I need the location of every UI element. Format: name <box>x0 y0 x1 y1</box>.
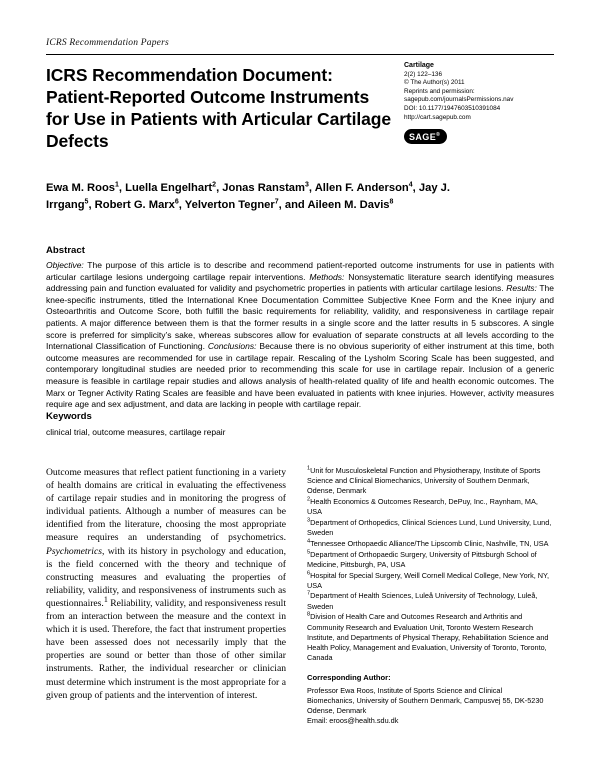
corresponding-email[interactable]: Email: eroos@health.sdu.dk <box>307 716 399 726</box>
journal-reprints-url[interactable]: sagepub.com/journalsPermissions.nav <box>404 96 514 104</box>
journal-reprints-label: Reprints and permission: <box>404 87 475 95</box>
corresponding-line: Biomechanics, University of Southern Denmark, Campusvej 55, DK-5230 <box>307 695 544 705</box>
affiliation-item: $^7$Department of Health Sciences, Luleå University of Technology, Luleå, Sweden <box>307 591 538 611</box>
page-title: ICRS Recommendation Document: Patient-Reported Outcome Instruments for Use in Patients with Articular Cartilage Defects <box>46 65 392 151</box>
corresponding-line: Odense, Denmark <box>307 705 367 715</box>
keywords-text: clinical trial, outcome measures, cartilage repair <box>46 427 226 437</box>
affiliation-list <box>307 466 554 663</box>
running-head: ICRS Recommendation Papers <box>46 38 169 48</box>
abstract-heading: Abstract <box>46 245 85 256</box>
journal-copyright: © The Author(s) 2011 <box>404 79 465 87</box>
affiliation-item: $^3$Department of Orthopedics, Clinical Sciences Lund, Lund University, Lund, Sweden <box>307 517 552 538</box>
corresponding-author-heading: Corresponding Author: <box>307 673 391 683</box>
keywords-heading: Keywords <box>46 411 92 422</box>
affiliation-item: $^4$Tennessee Orthopaedic Alliance/The Lipscomb Clinic, Nashville, TN, USA <box>307 538 549 548</box>
journal-doi[interactable]: DOI: 10.1177/1947603510391084 <box>404 104 501 112</box>
affiliation-item: $^6$Hospital for Special Surgery, Weill Cornell Medical College, New York, NY, USA <box>307 570 550 590</box>
abstract-text: Objective: The purpose of this article is to describe and recommend patient-reported outcome instruments for use in patients with articular cartilage lesions undergoing cartilage repair interventions. Methods: Nonsystematic literature search identifying measures addressing pain and function evaluated for validity and psychometric properties in patients with articular cartilage lesions. Results: The knee-specific instruments, titled the International Knee Documentation Committee Subjective Knee Form and the Knee injury and Osteoarthritis and Outcome Score, both fulfill the basic requirements for reliability, validity, and responsiveness in cartilage repair patients. A major difference between them is that the former results in a single score and the latter results in 5 subscores. A single score is preferred for simplicity’s sake, whereas subscores allow for evaluation of separate constructs at all levels according to the International Classification of Functioning. Conclusions: Because there is no obvious superiority of either instrument at this time, both outcome measures are recommended for use in cartilage repair. Rescaling of the Lysholm Scoring Scale has been suggested, and contemporary longitudinal studies are needed prior to recommending this scale for use in cartilage repair. Inclusion of a generic measure is feasible in cartilage repair studies and allows analysis of health-related quality of life and health economic outcomes. The Marx or Tegner Activity Rating Scales are feasible and have been evaluated in patients with knee injuries. However, activity measures require age and sex adjustment, and data are lacking in people with cartilage repair. <box>46 260 554 410</box>
footnote-column-right <box>307 466 554 726</box>
body-column-left <box>46 466 286 702</box>
sage-logo-icon <box>404 129 447 144</box>
affiliation-item: $^8$Division of Health Care and Outcomes Research and Arthritis and Community Research and Evaluation Unit, Toronto Western Research Institute, and Departments of Physical Therapy, Rehabilitation Science and Health Policy, Management and Evaluation, University of Toronto, Toronto, Canada <box>307 611 549 663</box>
author-list: Ewa M. Roos$^1$, Luella Engelhart$^2$, Jonas Ranstam$^3$, Allen F. Anderson$^4$, Jay J. Irrgang$^5$, Robert G. Marx$^6$, Yelverton Tegner$^7$, and Aileen M. Davis$^8$ <box>46 181 450 211</box>
corresponding-line: Professor Ewa Roos, Institute of Sports Science and Clinical <box>307 685 503 695</box>
journal-volume: 2(2) 122–136 <box>404 70 443 78</box>
body-paragraph: Outcome measures that reflect patient functioning in a variety of health domains are critical in evaluating the effectiveness of cartilage repair studies and in monitoring the progress of individual patients. Although a number of measures can be identified from the literature, choosing the most appropriate measure requires an understanding of psychometrics. Psychometrics, with its history in psychology and education, is the field concerned with the theory and technique of constructing measures and evaluating the properties of reliability, validity, and responsiveness of instruments such as questionnaires.$^1$ Reliability, validity, and responsiveness result from an interaction between the measure and the context in which it is used. Therefore, the fact that instrument properties have been assessed does not necessarily imply that the properties are sound or better than those of other similar instruments. Rather, the individual researcher or clinician must determine which instrument is the most appropriate for a given group of patients and the intervention of interest. <box>46 467 286 701</box>
header-rule <box>46 54 554 55</box>
journal-name: Cartilage <box>404 62 434 69</box>
registered-mark-icon: ® <box>436 132 441 139</box>
corresponding-author-details <box>307 686 554 727</box>
affiliation-item: $^2$Health Economics & Outcomes Research, DePuy, Inc., Raynham, MA, USA <box>307 496 538 517</box>
affiliation-item: $^1$Unit for Musculoskeletal Function and Physiotherapy, Institute of Sports Science and Clinical Biomechanics, University of Southern Denmark, Odense, Denmark <box>307 465 541 496</box>
journal-masthead <box>404 62 554 144</box>
title-block <box>46 64 396 152</box>
affiliation-item: $^5$Department of Orthopaedic Surgery, University of Pittsburgh School of Medicine, Pittsburgh, PA, USA <box>307 549 537 569</box>
sage-logo-text: SAGE <box>409 132 437 143</box>
journal-site-url[interactable]: http://cart.sagepub.com <box>404 113 471 121</box>
